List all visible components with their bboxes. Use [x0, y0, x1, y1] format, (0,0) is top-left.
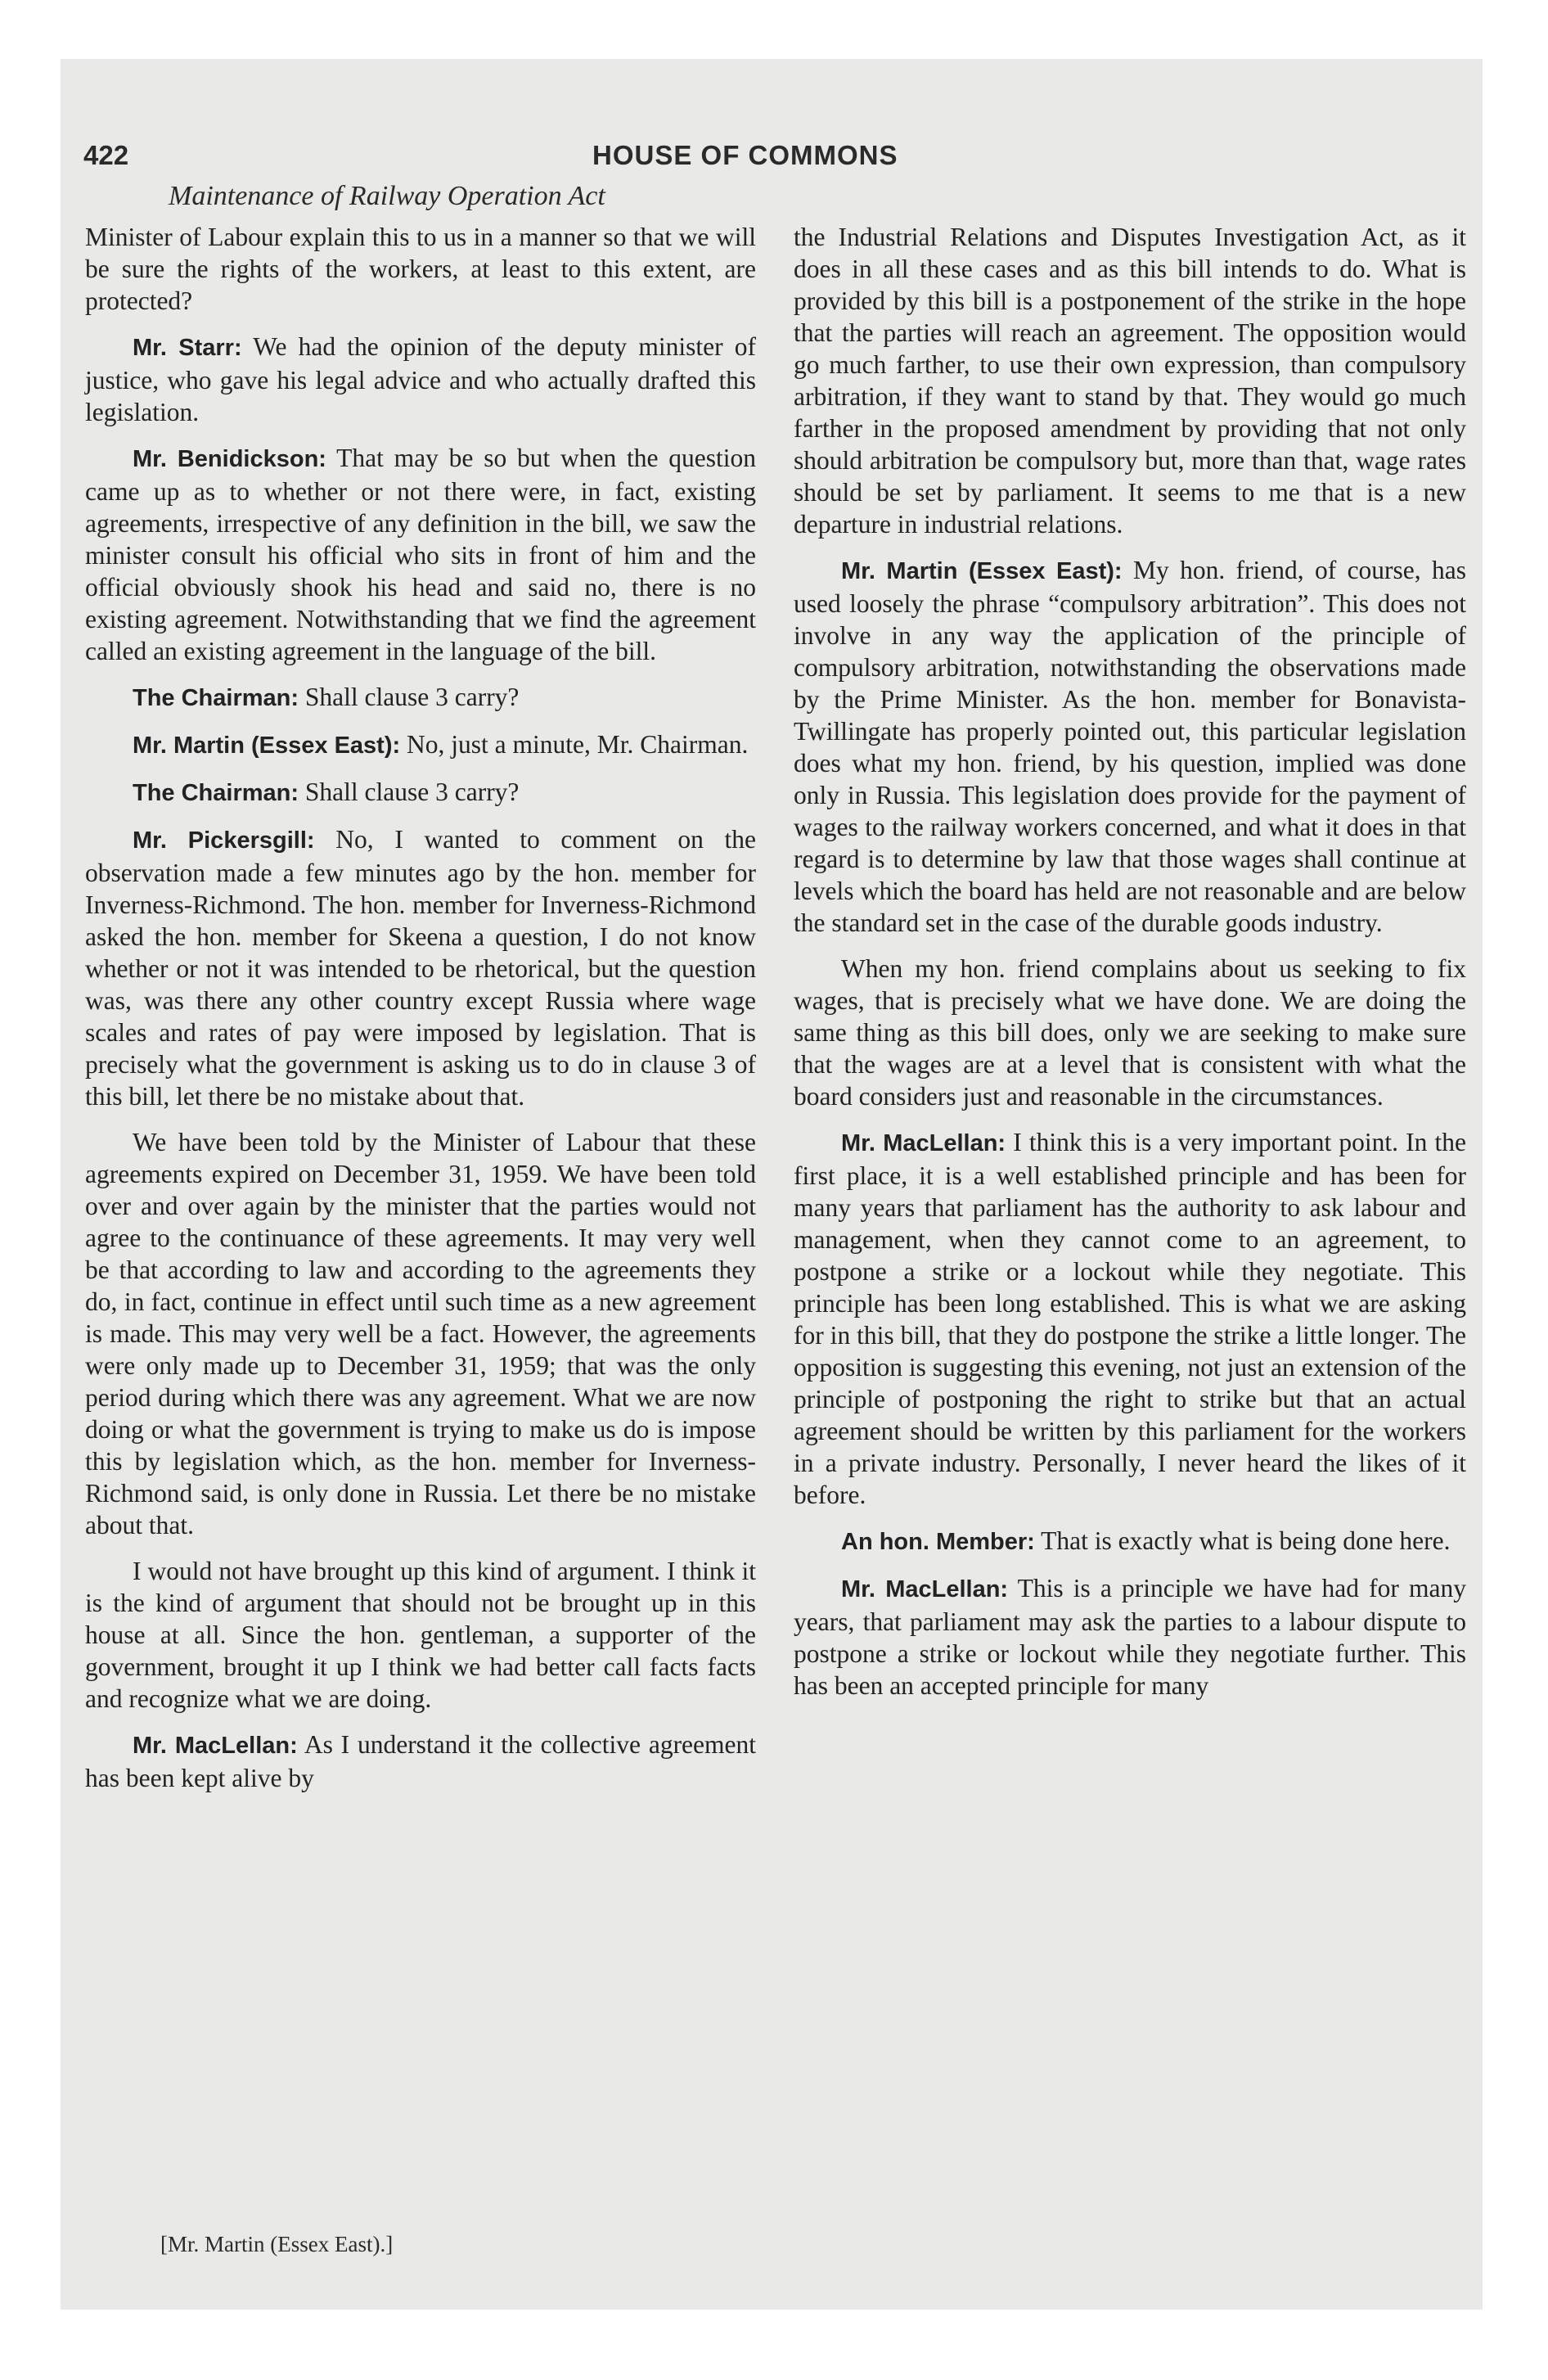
- paragraph: Mr. Martin (Essex East): My hon. friend, of course, has used loosely the phrase “compulsory arbitration”. This does not involve in any way the application of the principle of compulsory arbitration, notwithstanding the observations made by the Prime Minister. As the hon. member for Bonavista-Twillingate has properly pointed out, this particular legislation does what my hon. friend, by his question, implied was done only in Russia. This legislation does provide for the payment of wages to the railway workers concerned, and what it does in that regard is to determine by law that those wages shall continue at levels which the board has held are not reasonable and are below the standard set in the case of the durable goods industry.: [794, 556, 1467, 937]
- document-page: [61, 59, 1483, 2310]
- speaker-name: Mr. Martin (Essex East):: [133, 732, 401, 759]
- paragraph: An hon. Member: That is exactly what is being done here.: [841, 1526, 1451, 1555]
- speaker-name: Mr. MacLellan:: [841, 1576, 1009, 1602]
- running-head: HOUSE OF COMMONS: [592, 140, 898, 170]
- speaker-name: An hon. Member:: [841, 1529, 1035, 1555]
- left-column: [85, 221, 756, 1808]
- speaker-name: Mr. Martin (Essex East):: [841, 558, 1123, 584]
- speaker-name: Mr. MacLellan:: [841, 1130, 1006, 1156]
- paragraph: the Industrial Relations and Disputes Investigation Act, as it does in all these cases and as this bill intends to do. What is provided by this bill is a postponement of the strike in the hope that the parties will reach an agreement. The opposition would go much farther, to use their own expression, than compulsory arbitration, if they want to stand by that. They would go much farther in the proposed amendment by providing that not only should arbitration be compulsory but, more than that, wage rates should be set by parliament. It seems to me that is a new departure in industrial relations.: [794, 223, 1466, 539]
- speaker-name: Mr. MacLellan:: [133, 1733, 298, 1759]
- paragraph: We have been told by the Minister of Labour that these agreements expired on December 31, 1959. We have been told over and over again by the minister that the parties would not agree to the continuance of these agreements. It may very well be that according to law and according to the agreements they do, in fact, continue in effect until such time as a new agreement is made. This may very well be a fact. However, the agreements were only made up to December 31, 1959; that was the only period during which there was any agreement. What we are now doing or what the government is trying to make us do is impose this by legislation which, as the hon. member for Inverness-Richmond said, is only done in Russia. Let there be no mistake about that.: [85, 1128, 756, 1539]
- speaker-name: Mr. Pickersgill:: [133, 827, 315, 854]
- paragraph: Mr. MacLellan: As I understand it the collective agreement has been kept alive by: [85, 1730, 757, 1792]
- right-column: [794, 221, 1466, 1715]
- paragraph: Mr. Martin (Essex East): No, just a minute, Mr. Chairman.: [133, 730, 749, 759]
- section-subhead: Maintenance of Railway Operation Act: [169, 181, 605, 211]
- paragraph: Mr. Pickersgill: No, I wanted to comment on the observation made a few minutes ago by the hon. member for Inverness-Richmond. The hon. member for Inverness-Richmond asked the hon. member for Skeena a question, I do not know whether or not it was intended to be rhetorical, but the question was, was there any other country except Russia where wage scales and rates of pay were imposed by legislation. That is precisely what the government is asking us to do in clause 3 of this bill, let there be no mistake about that.: [85, 825, 757, 1111]
- page-number: 422: [83, 140, 129, 170]
- paragraph: When my hon. friend complains about us seeking to fix wages, that is precisely what we have done. We are doing the same thing as this bill does, only we are seeking to make sure that the wages are at a level that is consistent with what the board considers just and reasonable in the circumstances.: [794, 954, 1466, 1111]
- paragraph: Mr. MacLellan: I think this is a very important point. In the first place, it is a well established principle and has been for many years that parliament has the authority to ask labour and management, when they cannot come to an agreement, to postpone a strike or a lockout while they negotiate. This principle has been long established. This is what we are asking for in this bill, that they do postpone the strike a little longer. The opposition is suggesting this evening, not just an extension of the principle of postponing the right to strike but that an actual agreement should be written by this parliament for the workers in a private industry. Personally, I never heard the likes of it before.: [794, 1128, 1467, 1509]
- page-footer: [Mr. Martin (Essex East).]: [160, 2232, 394, 2256]
- speaker-name: The Chairman:: [133, 780, 299, 806]
- paragraph: Mr. Starr: We had the opinion of the deputy minister of justice, who gave his legal advice and who actually drafted this legislation.: [85, 332, 756, 426]
- paragraph: Mr. Benidickson: That may be so but when the question came up as to whether or not there were, in fact, existing agreements, irrespective of any definition in the bill, we saw the minister consult his official who sits in front of him and the official obviously shook his head and said no, there is no existing agreement. Notwithstanding that we find the agreement called an existing agreement in the language of the bill.: [85, 444, 757, 665]
- paragraph: The Chairman: Shall clause 3 carry?: [133, 683, 520, 711]
- speaker-name: Mr. Benidickson:: [133, 446, 326, 472]
- paragraph: Minister of Labour explain this to us in a manner so that we will be sure the rights of the workers, at least to this extent, are protected?: [85, 223, 756, 315]
- paragraph: I would not have brought up this kind of argument. I think it is the kind of argument that should not be brought up in this house at all. Since the hon. gentleman, a supporter of the government, brought it up I think we had better call facts facts and recognize what we are doing.: [85, 1557, 756, 1713]
- speaker-name: The Chairman:: [133, 685, 299, 711]
- paragraph: The Chairman: Shall clause 3 carry?: [133, 778, 520, 806]
- paragraph: Mr. MacLellan: This is a principle we have had for many years, that parliament may ask the parties to a labour dispute to postpone a strike or lockout while they negotiate further. This has been an accepted principle for many: [794, 1574, 1467, 1700]
- speaker-name: Mr. Starr:: [133, 335, 242, 361]
